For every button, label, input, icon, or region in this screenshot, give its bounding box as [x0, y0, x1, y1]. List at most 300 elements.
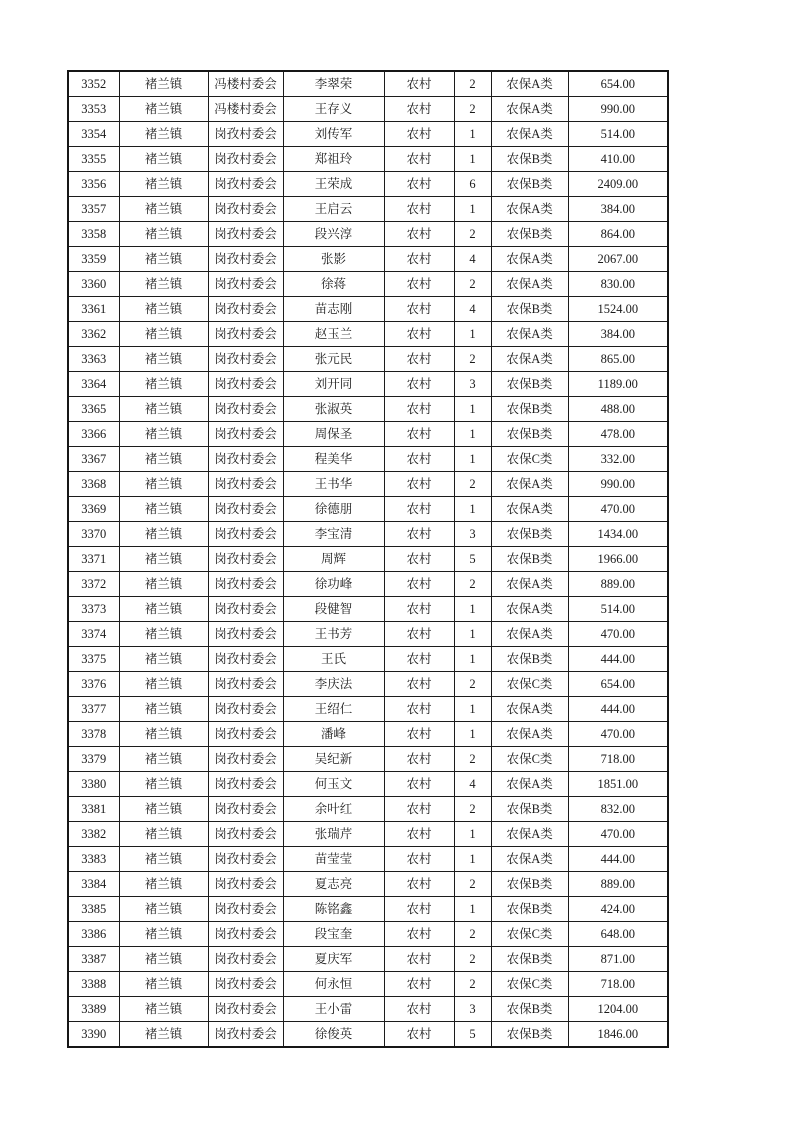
cell-insurance-class: 农保B类	[491, 897, 568, 922]
cell-person-count: 1	[454, 322, 491, 347]
cell-row-index: 3389	[68, 997, 119, 1022]
cell-village-committee: 冯楼村委会	[208, 97, 283, 122]
cell-village-committee: 岗孜村委会	[208, 997, 283, 1022]
cell-person-count: 3	[454, 997, 491, 1022]
cell-town: 褚兰镇	[119, 472, 208, 497]
cell-category: 农村	[384, 622, 454, 647]
cell-person-name: 吴纪新	[283, 747, 384, 772]
cell-person-name: 苗志刚	[283, 297, 384, 322]
cell-category: 农村	[384, 71, 454, 97]
cell-person-name: 李庆法	[283, 672, 384, 697]
cell-amount: 654.00	[568, 672, 668, 697]
cell-town: 褚兰镇	[119, 172, 208, 197]
cell-person-name: 何玉文	[283, 772, 384, 797]
cell-insurance-class: 农保B类	[491, 872, 568, 897]
cell-village-committee: 岗孜村委会	[208, 597, 283, 622]
cell-person-name: 李宝清	[283, 522, 384, 547]
cell-village-committee: 岗孜村委会	[208, 1022, 283, 1048]
cell-town: 褚兰镇	[119, 322, 208, 347]
cell-category: 农村	[384, 372, 454, 397]
cell-town: 褚兰镇	[119, 347, 208, 372]
cell-insurance-class: 农保A类	[491, 472, 568, 497]
cell-person-name: 刘开同	[283, 372, 384, 397]
cell-row-index: 3378	[68, 722, 119, 747]
cell-person-count: 2	[454, 572, 491, 597]
cell-village-committee: 岗孜村委会	[208, 872, 283, 897]
cell-category: 农村	[384, 422, 454, 447]
cell-insurance-class: 农保B类	[491, 172, 568, 197]
cell-amount: 889.00	[568, 872, 668, 897]
cell-insurance-class: 农保A类	[491, 197, 568, 222]
cell-row-index: 3372	[68, 572, 119, 597]
table-row	[68, 422, 668, 447]
cell-insurance-class: 农保B类	[491, 397, 568, 422]
cell-category: 农村	[384, 272, 454, 297]
cell-town: 褚兰镇	[119, 222, 208, 247]
cell-amount: 470.00	[568, 497, 668, 522]
table-row	[68, 497, 668, 522]
cell-town: 褚兰镇	[119, 247, 208, 272]
cell-village-committee: 岗孜村委会	[208, 747, 283, 772]
cell-amount: 514.00	[568, 597, 668, 622]
cell-row-index: 3370	[68, 522, 119, 547]
cell-row-index: 3354	[68, 122, 119, 147]
cell-village-committee: 岗孜村委会	[208, 547, 283, 572]
cell-insurance-class: 农保A类	[491, 622, 568, 647]
cell-amount: 470.00	[568, 822, 668, 847]
cell-amount: 444.00	[568, 847, 668, 872]
cell-amount: 654.00	[568, 71, 668, 97]
cell-amount: 832.00	[568, 797, 668, 822]
cell-row-index: 3368	[68, 472, 119, 497]
cell-person-count: 2	[454, 872, 491, 897]
cell-person-name: 王小雷	[283, 997, 384, 1022]
cell-row-index: 3388	[68, 972, 119, 997]
cell-person-name: 段宝奎	[283, 922, 384, 947]
cell-row-index: 3369	[68, 497, 119, 522]
cell-amount: 514.00	[568, 122, 668, 147]
cell-town: 褚兰镇	[119, 397, 208, 422]
cell-category: 农村	[384, 172, 454, 197]
cell-town: 褚兰镇	[119, 797, 208, 822]
cell-insurance-class: 农保A类	[491, 597, 568, 622]
cell-insurance-class: 农保B类	[491, 522, 568, 547]
cell-insurance-class: 农保A类	[491, 247, 568, 272]
cell-amount: 444.00	[568, 697, 668, 722]
cell-person-name: 徐德朋	[283, 497, 384, 522]
cell-person-count: 1	[454, 597, 491, 622]
table-row	[68, 172, 668, 197]
cell-category: 农村	[384, 747, 454, 772]
cell-row-index: 3373	[68, 597, 119, 622]
cell-amount: 470.00	[568, 622, 668, 647]
cell-category: 农村	[384, 972, 454, 997]
cell-row-index: 3376	[68, 672, 119, 697]
cell-category: 农村	[384, 197, 454, 222]
cell-amount: 1524.00	[568, 297, 668, 322]
cell-village-committee: 岗孜村委会	[208, 897, 283, 922]
cell-row-index: 3390	[68, 1022, 119, 1048]
cell-amount: 1851.00	[568, 772, 668, 797]
cell-category: 农村	[384, 97, 454, 122]
cell-village-committee: 岗孜村委会	[208, 147, 283, 172]
cell-person-name: 徐功峰	[283, 572, 384, 597]
cell-person-count: 2	[454, 97, 491, 122]
cell-person-name: 李翠荣	[283, 71, 384, 97]
cell-village-committee: 岗孜村委会	[208, 822, 283, 847]
cell-person-name: 何永恒	[283, 972, 384, 997]
cell-person-count: 2	[454, 672, 491, 697]
cell-category: 农村	[384, 597, 454, 622]
cell-amount: 384.00	[568, 322, 668, 347]
table-row	[68, 747, 668, 772]
cell-person-count: 3	[454, 522, 491, 547]
cell-insurance-class: 农保B类	[491, 297, 568, 322]
cell-town: 褚兰镇	[119, 97, 208, 122]
cell-insurance-class: 农保B类	[491, 422, 568, 447]
table-row	[68, 972, 668, 997]
cell-category: 农村	[384, 1022, 454, 1048]
cell-amount: 1846.00	[568, 1022, 668, 1048]
cell-row-index: 3381	[68, 797, 119, 822]
cell-person-count: 4	[454, 247, 491, 272]
cell-amount: 424.00	[568, 897, 668, 922]
cell-insurance-class: 农保C类	[491, 672, 568, 697]
cell-person-name: 王启云	[283, 197, 384, 222]
cell-category: 农村	[384, 797, 454, 822]
cell-person-count: 5	[454, 1022, 491, 1048]
table-row	[68, 547, 668, 572]
cell-insurance-class: 农保A类	[491, 572, 568, 597]
cell-amount: 444.00	[568, 647, 668, 672]
cell-person-count: 2	[454, 347, 491, 372]
cell-town: 褚兰镇	[119, 697, 208, 722]
cell-insurance-class: 农保A类	[491, 71, 568, 97]
cell-town: 褚兰镇	[119, 147, 208, 172]
cell-village-committee: 岗孜村委会	[208, 697, 283, 722]
table-row	[68, 722, 668, 747]
cell-row-index: 3374	[68, 622, 119, 647]
cell-amount: 718.00	[568, 747, 668, 772]
table-row	[68, 97, 668, 122]
cell-row-index: 3361	[68, 297, 119, 322]
cell-row-index: 3385	[68, 897, 119, 922]
records-table-body	[68, 71, 668, 1047]
cell-person-name: 王绍仁	[283, 697, 384, 722]
cell-person-count: 2	[454, 972, 491, 997]
cell-insurance-class: 农保A类	[491, 322, 568, 347]
cell-village-committee: 岗孜村委会	[208, 222, 283, 247]
cell-village-committee: 岗孜村委会	[208, 172, 283, 197]
cell-insurance-class: 农保A类	[491, 122, 568, 147]
cell-amount: 2067.00	[568, 247, 668, 272]
table-row	[68, 997, 668, 1022]
cell-category: 农村	[384, 222, 454, 247]
records-table	[67, 70, 669, 1048]
cell-category: 农村	[384, 322, 454, 347]
cell-town: 褚兰镇	[119, 547, 208, 572]
cell-row-index: 3380	[68, 772, 119, 797]
cell-row-index: 3362	[68, 322, 119, 347]
cell-person-count: 2	[454, 272, 491, 297]
cell-amount: 871.00	[568, 947, 668, 972]
cell-person-name: 王书华	[283, 472, 384, 497]
cell-category: 农村	[384, 772, 454, 797]
cell-town: 褚兰镇	[119, 972, 208, 997]
cell-person-name: 潘峰	[283, 722, 384, 747]
cell-person-name: 苗莹莹	[283, 847, 384, 872]
cell-town: 褚兰镇	[119, 71, 208, 97]
cell-town: 褚兰镇	[119, 422, 208, 447]
cell-insurance-class: 农保B类	[491, 547, 568, 572]
cell-village-committee: 岗孜村委会	[208, 347, 283, 372]
cell-town: 褚兰镇	[119, 822, 208, 847]
cell-insurance-class: 农保B类	[491, 997, 568, 1022]
table-row	[68, 622, 668, 647]
cell-category: 农村	[384, 122, 454, 147]
cell-row-index: 3382	[68, 822, 119, 847]
cell-category: 农村	[384, 722, 454, 747]
cell-category: 农村	[384, 572, 454, 597]
cell-town: 褚兰镇	[119, 922, 208, 947]
table-row	[68, 872, 668, 897]
cell-person-name: 王荣成	[283, 172, 384, 197]
cell-category: 农村	[384, 447, 454, 472]
cell-town: 褚兰镇	[119, 647, 208, 672]
cell-insurance-class: 农保C类	[491, 972, 568, 997]
cell-village-committee: 岗孜村委会	[208, 847, 283, 872]
cell-village-committee: 岗孜村委会	[208, 472, 283, 497]
cell-category: 农村	[384, 947, 454, 972]
cell-village-committee: 岗孜村委会	[208, 622, 283, 647]
cell-town: 褚兰镇	[119, 372, 208, 397]
table-row	[68, 522, 668, 547]
cell-town: 褚兰镇	[119, 997, 208, 1022]
cell-village-committee: 岗孜村委会	[208, 122, 283, 147]
cell-village-committee: 冯楼村委会	[208, 71, 283, 97]
table-row	[68, 947, 668, 972]
cell-village-committee: 岗孜村委会	[208, 722, 283, 747]
cell-amount: 470.00	[568, 722, 668, 747]
cell-row-index: 3387	[68, 947, 119, 972]
cell-row-index: 3377	[68, 697, 119, 722]
cell-village-committee: 岗孜村委会	[208, 447, 283, 472]
cell-amount: 488.00	[568, 397, 668, 422]
table-row	[68, 772, 668, 797]
table-row	[68, 647, 668, 672]
cell-category: 农村	[384, 497, 454, 522]
cell-insurance-class: 农保C类	[491, 747, 568, 772]
cell-amount: 865.00	[568, 347, 668, 372]
table-row	[68, 71, 668, 97]
cell-category: 农村	[384, 897, 454, 922]
table-row	[68, 397, 668, 422]
cell-person-count: 2	[454, 472, 491, 497]
cell-person-name: 周保圣	[283, 422, 384, 447]
cell-insurance-class: 农保C类	[491, 447, 568, 472]
cell-category: 农村	[384, 147, 454, 172]
cell-amount: 2409.00	[568, 172, 668, 197]
cell-person-count: 5	[454, 547, 491, 572]
cell-person-name: 王存义	[283, 97, 384, 122]
table-row	[68, 472, 668, 497]
cell-insurance-class: 农保A类	[491, 97, 568, 122]
table-row	[68, 797, 668, 822]
cell-village-committee: 岗孜村委会	[208, 297, 283, 322]
cell-village-committee: 岗孜村委会	[208, 647, 283, 672]
cell-category: 农村	[384, 247, 454, 272]
cell-village-committee: 岗孜村委会	[208, 197, 283, 222]
cell-village-committee: 岗孜村委会	[208, 522, 283, 547]
cell-category: 农村	[384, 672, 454, 697]
cell-person-name: 徐蒋	[283, 272, 384, 297]
cell-person-name: 余叶红	[283, 797, 384, 822]
cell-person-count: 4	[454, 772, 491, 797]
cell-person-count: 2	[454, 947, 491, 972]
cell-row-index: 3371	[68, 547, 119, 572]
cell-category: 农村	[384, 872, 454, 897]
cell-insurance-class: 农保A类	[491, 772, 568, 797]
cell-person-name: 王氏	[283, 647, 384, 672]
cell-person-name: 周辉	[283, 547, 384, 572]
cell-amount: 332.00	[568, 447, 668, 472]
cell-person-name: 张淑英	[283, 397, 384, 422]
cell-row-index: 3367	[68, 447, 119, 472]
cell-person-count: 2	[454, 222, 491, 247]
cell-insurance-class: 农保A类	[491, 822, 568, 847]
cell-town: 褚兰镇	[119, 1022, 208, 1048]
table-row	[68, 272, 668, 297]
cell-person-count: 1	[454, 422, 491, 447]
cell-row-index: 3386	[68, 922, 119, 947]
cell-village-committee: 岗孜村委会	[208, 972, 283, 997]
cell-insurance-class: 农保A类	[491, 722, 568, 747]
cell-category: 农村	[384, 522, 454, 547]
cell-person-count: 4	[454, 297, 491, 322]
cell-town: 褚兰镇	[119, 947, 208, 972]
cell-amount: 648.00	[568, 922, 668, 947]
cell-insurance-class: 农保B类	[491, 947, 568, 972]
table-row	[68, 347, 668, 372]
cell-category: 农村	[384, 547, 454, 572]
table-row	[68, 197, 668, 222]
cell-insurance-class: 农保B类	[491, 222, 568, 247]
cell-person-count: 1	[454, 497, 491, 522]
cell-village-committee: 岗孜村委会	[208, 247, 283, 272]
cell-person-count: 1	[454, 197, 491, 222]
cell-village-committee: 岗孜村委会	[208, 272, 283, 297]
cell-row-index: 3384	[68, 872, 119, 897]
table-row	[68, 922, 668, 947]
cell-person-name: 张瑞芹	[283, 822, 384, 847]
cell-person-name: 徐俊英	[283, 1022, 384, 1048]
cell-person-count: 1	[454, 697, 491, 722]
cell-insurance-class: 农保B类	[491, 372, 568, 397]
cell-amount: 990.00	[568, 472, 668, 497]
cell-category: 农村	[384, 397, 454, 422]
cell-category: 农村	[384, 347, 454, 372]
cell-village-committee: 岗孜村委会	[208, 672, 283, 697]
table-row	[68, 222, 668, 247]
cell-person-count: 3	[454, 372, 491, 397]
cell-village-committee: 岗孜村委会	[208, 422, 283, 447]
table-row	[68, 697, 668, 722]
cell-row-index: 3364	[68, 372, 119, 397]
table-row	[68, 297, 668, 322]
cell-row-index: 3359	[68, 247, 119, 272]
cell-row-index: 3379	[68, 747, 119, 772]
table-row	[68, 572, 668, 597]
cell-row-index: 3375	[68, 647, 119, 672]
table-row	[68, 122, 668, 147]
cell-row-index: 3363	[68, 347, 119, 372]
cell-row-index: 3360	[68, 272, 119, 297]
cell-town: 褚兰镇	[119, 447, 208, 472]
table-row	[68, 1022, 668, 1048]
cell-category: 农村	[384, 922, 454, 947]
cell-insurance-class: 农保C类	[491, 922, 568, 947]
table-row	[68, 822, 668, 847]
cell-town: 褚兰镇	[119, 747, 208, 772]
cell-row-index: 3383	[68, 847, 119, 872]
cell-town: 褚兰镇	[119, 622, 208, 647]
cell-village-committee: 岗孜村委会	[208, 397, 283, 422]
cell-village-committee: 岗孜村委会	[208, 797, 283, 822]
table-row	[68, 322, 668, 347]
table-row	[68, 672, 668, 697]
cell-person-name: 夏志亮	[283, 872, 384, 897]
cell-person-name: 段兴淳	[283, 222, 384, 247]
cell-village-committee: 岗孜村委会	[208, 772, 283, 797]
cell-person-count: 1	[454, 847, 491, 872]
cell-row-index: 3357	[68, 197, 119, 222]
records-table-container	[67, 70, 669, 1048]
cell-insurance-class: 农保B类	[491, 647, 568, 672]
cell-person-count: 1	[454, 822, 491, 847]
cell-person-count: 2	[454, 922, 491, 947]
cell-person-count: 2	[454, 747, 491, 772]
cell-insurance-class: 农保A类	[491, 272, 568, 297]
cell-insurance-class: 农保A类	[491, 847, 568, 872]
cell-category: 农村	[384, 472, 454, 497]
cell-row-index: 3352	[68, 71, 119, 97]
cell-person-name: 王书芳	[283, 622, 384, 647]
cell-town: 褚兰镇	[119, 672, 208, 697]
cell-insurance-class: 农保A类	[491, 347, 568, 372]
cell-amount: 990.00	[568, 97, 668, 122]
cell-person-count: 1	[454, 147, 491, 172]
cell-amount: 384.00	[568, 197, 668, 222]
cell-amount: 864.00	[568, 222, 668, 247]
cell-town: 褚兰镇	[119, 197, 208, 222]
cell-category: 农村	[384, 697, 454, 722]
table-row	[68, 847, 668, 872]
cell-town: 褚兰镇	[119, 297, 208, 322]
cell-person-count: 1	[454, 447, 491, 472]
cell-insurance-class: 农保A类	[491, 497, 568, 522]
cell-town: 褚兰镇	[119, 272, 208, 297]
cell-person-count: 1	[454, 122, 491, 147]
cell-town: 褚兰镇	[119, 722, 208, 747]
cell-town: 褚兰镇	[119, 597, 208, 622]
cell-amount: 1189.00	[568, 372, 668, 397]
cell-person-count: 1	[454, 897, 491, 922]
cell-person-name: 刘传军	[283, 122, 384, 147]
cell-category: 农村	[384, 647, 454, 672]
cell-person-count: 6	[454, 172, 491, 197]
cell-amount: 1434.00	[568, 522, 668, 547]
cell-amount: 830.00	[568, 272, 668, 297]
